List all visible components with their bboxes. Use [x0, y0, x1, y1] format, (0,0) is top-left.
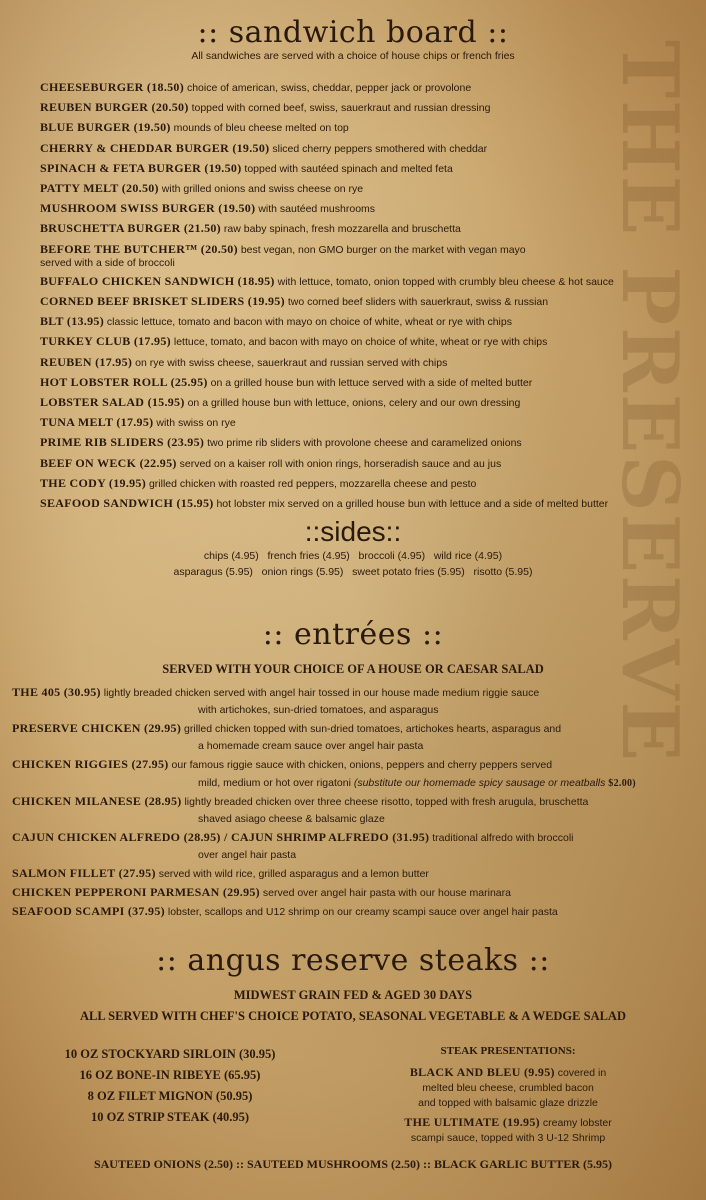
sandwich-item-name: SPINACH & FETA BURGER (19.50)	[40, 160, 242, 175]
sandwich-item-name: CHERRY & CHEDDAR BURGER (19.50)	[40, 140, 270, 155]
sandwich-item	[40, 159, 690, 179]
entree-item-desc-2-text: with artichokes, sun-dried tomatoes, and asparagus	[198, 704, 439, 717]
sandwich-item-desc: topped with corned beef, swiss, sauerkraut and russian dressing	[191, 102, 491, 115]
presentation-2-desc: creamy lobster	[542, 1117, 612, 1129]
watermark-text: THE PRESERVE	[604, 40, 695, 764]
entree-item-desc-2	[12, 847, 702, 864]
entree-item-desc: traditional alfredo with broccoli	[432, 831, 574, 844]
entrees-note: SERVED WITH YOUR CHOICE OF A HOUSE OR CAESAR SALAD	[162, 662, 544, 676]
entree-item	[12, 864, 702, 883]
sandwich-item	[40, 454, 690, 474]
sandwich-item-name: REUBEN (17.95)	[40, 354, 133, 369]
steak-cuts-list	[40, 1044, 300, 1128]
sandwich-item	[40, 413, 690, 433]
sandwich-item-desc: best vegan, non GMO burger on the market with vegan mayo	[240, 243, 526, 256]
sandwich-item-name: BUFFALO CHICKEN SANDWICH (18.95)	[40, 273, 275, 288]
presentation-1-line-3: and topped with balsamic glaze drizzle	[418, 1097, 598, 1109]
entree-item-desc-2	[12, 738, 702, 755]
sandwich-item	[40, 353, 690, 373]
sides-title: ::sides::	[304, 516, 402, 547]
sandwich-item-name: BRUSCHETTA BURGER (21.50)	[40, 221, 221, 236]
entree-item-desc-2-text: mild, medium or hot over rigatoni	[198, 776, 351, 789]
steak-cut: 10 OZ STOCKYARD SIRLOIN (30.95)	[64, 1047, 276, 1061]
steaks-note-2: ALL SERVED WITH CHEF'S CHOICE POTATO, SEASONAL VEGETABLE & A WEDGE SALAD	[79, 1009, 626, 1023]
sandwich-item-name: BEEF ON WECK (22.95)	[40, 455, 177, 470]
sandwich-item-desc: on a grilled house bun with lettuce served with a side of melted butter	[210, 376, 533, 389]
entree-item-name: CHICKEN MILANESE (28.95)	[12, 793, 182, 808]
sandwich-item	[40, 312, 690, 332]
sandwich-item-name: THE CODY (19.95)	[40, 475, 147, 490]
sandwich-item	[40, 332, 690, 352]
entree-item-desc-2-text: over angel hair pasta	[198, 849, 297, 862]
sandwich-item-desc: mounds of bleu cheese melted on top	[173, 122, 349, 135]
sandwich-item-desc: with lettuce, tomato, onion topped with crumbly bleu cheese & hot sauce	[277, 275, 614, 288]
steak-cut: 16 OZ BONE-IN RIBEYE (65.95)	[79, 1068, 261, 1082]
entree-item	[12, 902, 702, 921]
sandwich-item-desc: sliced cherry peppers smothered with cheddar	[272, 142, 488, 155]
entree-item-desc-2-text: a homemade cream sauce over angel hair pasta	[198, 740, 424, 753]
presentation-2-name: THE ULTIMATE (19.95)	[404, 1115, 540, 1129]
sandwich-item-desc: served on a kaiser roll with onion rings, horseradish sauce and au jus	[179, 457, 502, 470]
entree-item-name: CHICKEN RIGGIES (27.95)	[12, 757, 169, 772]
entrees-list	[12, 683, 702, 922]
steaks-note-1: MIDWEST GRAIN FED & AGED 30 DAYS	[233, 988, 473, 1002]
entree-item-name: CAJUN CHICKEN ALFREDO (28.95) / CAJUN SHRIMP ALFREDO (31.95)	[12, 829, 430, 844]
sides-section	[0, 518, 706, 578]
sandwich-item-name: BEFORE THE BUTCHER™ (20.50)	[40, 241, 238, 256]
sandwich-item-desc: topped with sautéed spinach and melted feta	[244, 162, 453, 175]
steaks-section	[0, 943, 706, 1024]
sandwich-item	[40, 219, 690, 239]
entree-item-name: CHICKEN PEPPERONI PARMESAN (29.95)	[12, 885, 260, 900]
sandwich-note: All sandwiches are served with a choice of house chips or french fries	[191, 50, 515, 62]
presentation-2-line-2: scampi sauce, topped with 3 U-12 Shrimp	[410, 1132, 606, 1144]
sandwich-item	[40, 373, 690, 393]
sandwich-item-desc: classic lettuce, tomato and bacon with mayo on choice of white, wheat or rye with chips	[106, 316, 512, 329]
entree-item-desc: grilled chicken topped with sun-dried tomatoes, artichokes hearts, asparagus and	[184, 723, 562, 736]
presentation-1-name: BLACK AND BLEU (9.95)	[409, 1065, 555, 1079]
sides-line-2: asparagus (5.95) onion rings (5.95) sweet potato fries (5.95) risotto (5.95)	[173, 566, 533, 578]
sandwich-item-name: BLUE BURGER (19.50)	[40, 120, 171, 135]
sandwich-item-desc: hot lobster mix served on a grilled house bun with lettuce and a side of melted butter	[216, 498, 609, 511]
sandwich-item	[40, 78, 690, 98]
entree-item-desc: served with wild rice, grilled asparagus and a lemon butter	[158, 868, 429, 881]
sandwich-item-name: MUSHROOM SWISS BURGER (19.50)	[40, 201, 256, 216]
presentation-1	[388, 1065, 628, 1081]
sandwich-item-desc: lettuce, tomato, and bacon with mayo on choice of white, wheat or rye with chips	[173, 336, 548, 349]
sandwich-item-desc-2: served with a side of broccoli	[40, 256, 175, 269]
sandwich-item	[40, 292, 690, 312]
entree-item-desc: our famous riggie sauce with chicken, onions, peppers and cherry peppers served	[171, 759, 553, 772]
entree-item-desc-2	[12, 702, 702, 719]
sandwich-item-desc: raw baby spinach, fresh mozzarella and bruschetta	[223, 223, 461, 236]
sandwich-item	[40, 393, 690, 413]
sandwich-item-desc: on rye with swiss cheese, sauerkraut and russian served with chips	[135, 356, 448, 369]
sandwich-item-name: PRIME RIB SLIDERS (23.95)	[40, 435, 205, 450]
steak-cut: 8 OZ FILET MIGNON (50.95)	[87, 1089, 253, 1103]
presentations-title: STEAK PRESENTATIONS:	[440, 1045, 576, 1057]
sandwich-item-name: BLT (13.95)	[40, 314, 104, 329]
sandwich-item-desc: with swiss on rye	[156, 417, 236, 430]
entree-item-desc: lobster, scallops and U12 shrimp on our creamy scampi sauce over angel hair pasta	[167, 906, 558, 919]
entree-item	[12, 683, 702, 719]
sandwich-item-name: CHEESEBURGER (18.50)	[40, 80, 185, 94]
entree-item-desc: lightly breaded chicken over three cheese risotto, topped with fresh arugula, bruschetta	[184, 795, 589, 808]
sandwich-item-desc: choice of american, swiss, cheddar, pepper jack or provolone	[186, 82, 472, 94]
steak-addons: SAUTEED ONIONS (2.50) :: SAUTEED MUSHROOMS (2.50) :: BLACK GARLIC BUTTER (5.95)	[93, 1157, 613, 1171]
entree-item-name: THE 405 (30.95)	[12, 685, 101, 699]
entree-item-note: (substitute our homemade spicy sausage or meatballs	[353, 776, 606, 789]
presentation-1-line-2: melted bleu cheese, crumbled bacon	[422, 1082, 594, 1094]
entree-item-desc-2-text: shaved asiago cheese & balsamic glaze	[198, 812, 385, 825]
sandwich-item-name: CORNED BEEF BRISKET SLIDERS (19.95)	[40, 294, 285, 309]
sandwich-item-desc: with sautéed mushrooms	[258, 203, 376, 216]
sandwich-item	[40, 474, 690, 494]
sandwich-section	[0, 15, 706, 62]
entree-item	[12, 755, 702, 791]
entree-item-note-price: $2.00)	[608, 777, 636, 789]
sandwich-item-desc: grilled chicken with roasted red peppers, mozzarella cheese and pesto	[148, 477, 477, 490]
sandwich-item-name: PATTY MELT (20.50)	[40, 181, 159, 196]
presentation-2	[388, 1115, 628, 1131]
sandwich-item	[40, 433, 690, 453]
sandwich-item-name: SEAFOOD SANDWICH (15.95)	[40, 496, 214, 511]
entrees-title: :: entrées ::	[262, 617, 444, 652]
sandwich-item	[40, 118, 690, 138]
sandwich-item	[40, 494, 690, 514]
entree-item-name: SEAFOOD SCAMPI (37.95)	[12, 904, 165, 919]
sandwich-item-name: TURKEY CLUB (17.95)	[40, 334, 171, 349]
entree-item-desc-2	[12, 775, 702, 792]
sandwich-item-desc: on a grilled house bun with lettuce, onions, celery and our own dressing	[187, 397, 521, 410]
steak-presentations	[388, 1044, 628, 1146]
sides-line-1: chips (4.95) french fries (4.95) broccoli (4.95) wild rice (4.95)	[203, 550, 503, 562]
entree-item	[12, 828, 702, 864]
sandwich-item-name: HOT LOBSTER ROLL (25.95)	[40, 374, 208, 389]
sandwich-item	[40, 98, 690, 118]
entree-item-name: PRESERVE CHICKEN (29.95)	[12, 721, 182, 736]
sandwich-item-desc: two prime rib sliders with provolone cheese and caramelized onions	[207, 437, 522, 450]
steaks-title: :: angus reserve steaks ::	[156, 943, 550, 978]
sandwich-item-name: TUNA MELT (17.95)	[40, 415, 154, 430]
sandwich-item-name: LOBSTER SALAD (15.95)	[40, 395, 185, 410]
entrees-section	[0, 617, 706, 677]
sandwich-item	[40, 199, 690, 219]
sandwich-list	[40, 78, 690, 514]
sandwich-item	[40, 272, 690, 292]
sandwich-item-name: REUBEN BURGER (20.50)	[40, 100, 189, 115]
entree-item	[12, 792, 702, 828]
sandwich-item	[40, 240, 690, 269]
entree-item	[12, 883, 702, 902]
sandwich-item	[40, 179, 690, 199]
entree-item-desc: lightly breaded chicken served with angel hair tossed in our house made medium riggie sauce	[103, 687, 540, 699]
entree-item-desc: served over angel hair pasta with our house marinara	[262, 887, 511, 900]
presentation-1-desc: covered in	[557, 1067, 607, 1079]
sandwich-item-desc: with grilled onions and swiss cheese on rye	[161, 183, 364, 196]
entree-item	[12, 719, 702, 755]
entree-item-desc-2	[12, 811, 702, 828]
sandwich-item-desc: two corned beef sliders with sauerkraut, swiss & russian	[287, 296, 549, 309]
sandwich-item	[40, 139, 690, 159]
sandwich-title: :: sandwich board ::	[197, 15, 509, 50]
steak-cut: 10 OZ STRIP STEAK (40.95)	[90, 1110, 249, 1124]
entree-item-name: SALMON FILLET (27.95)	[12, 866, 156, 881]
